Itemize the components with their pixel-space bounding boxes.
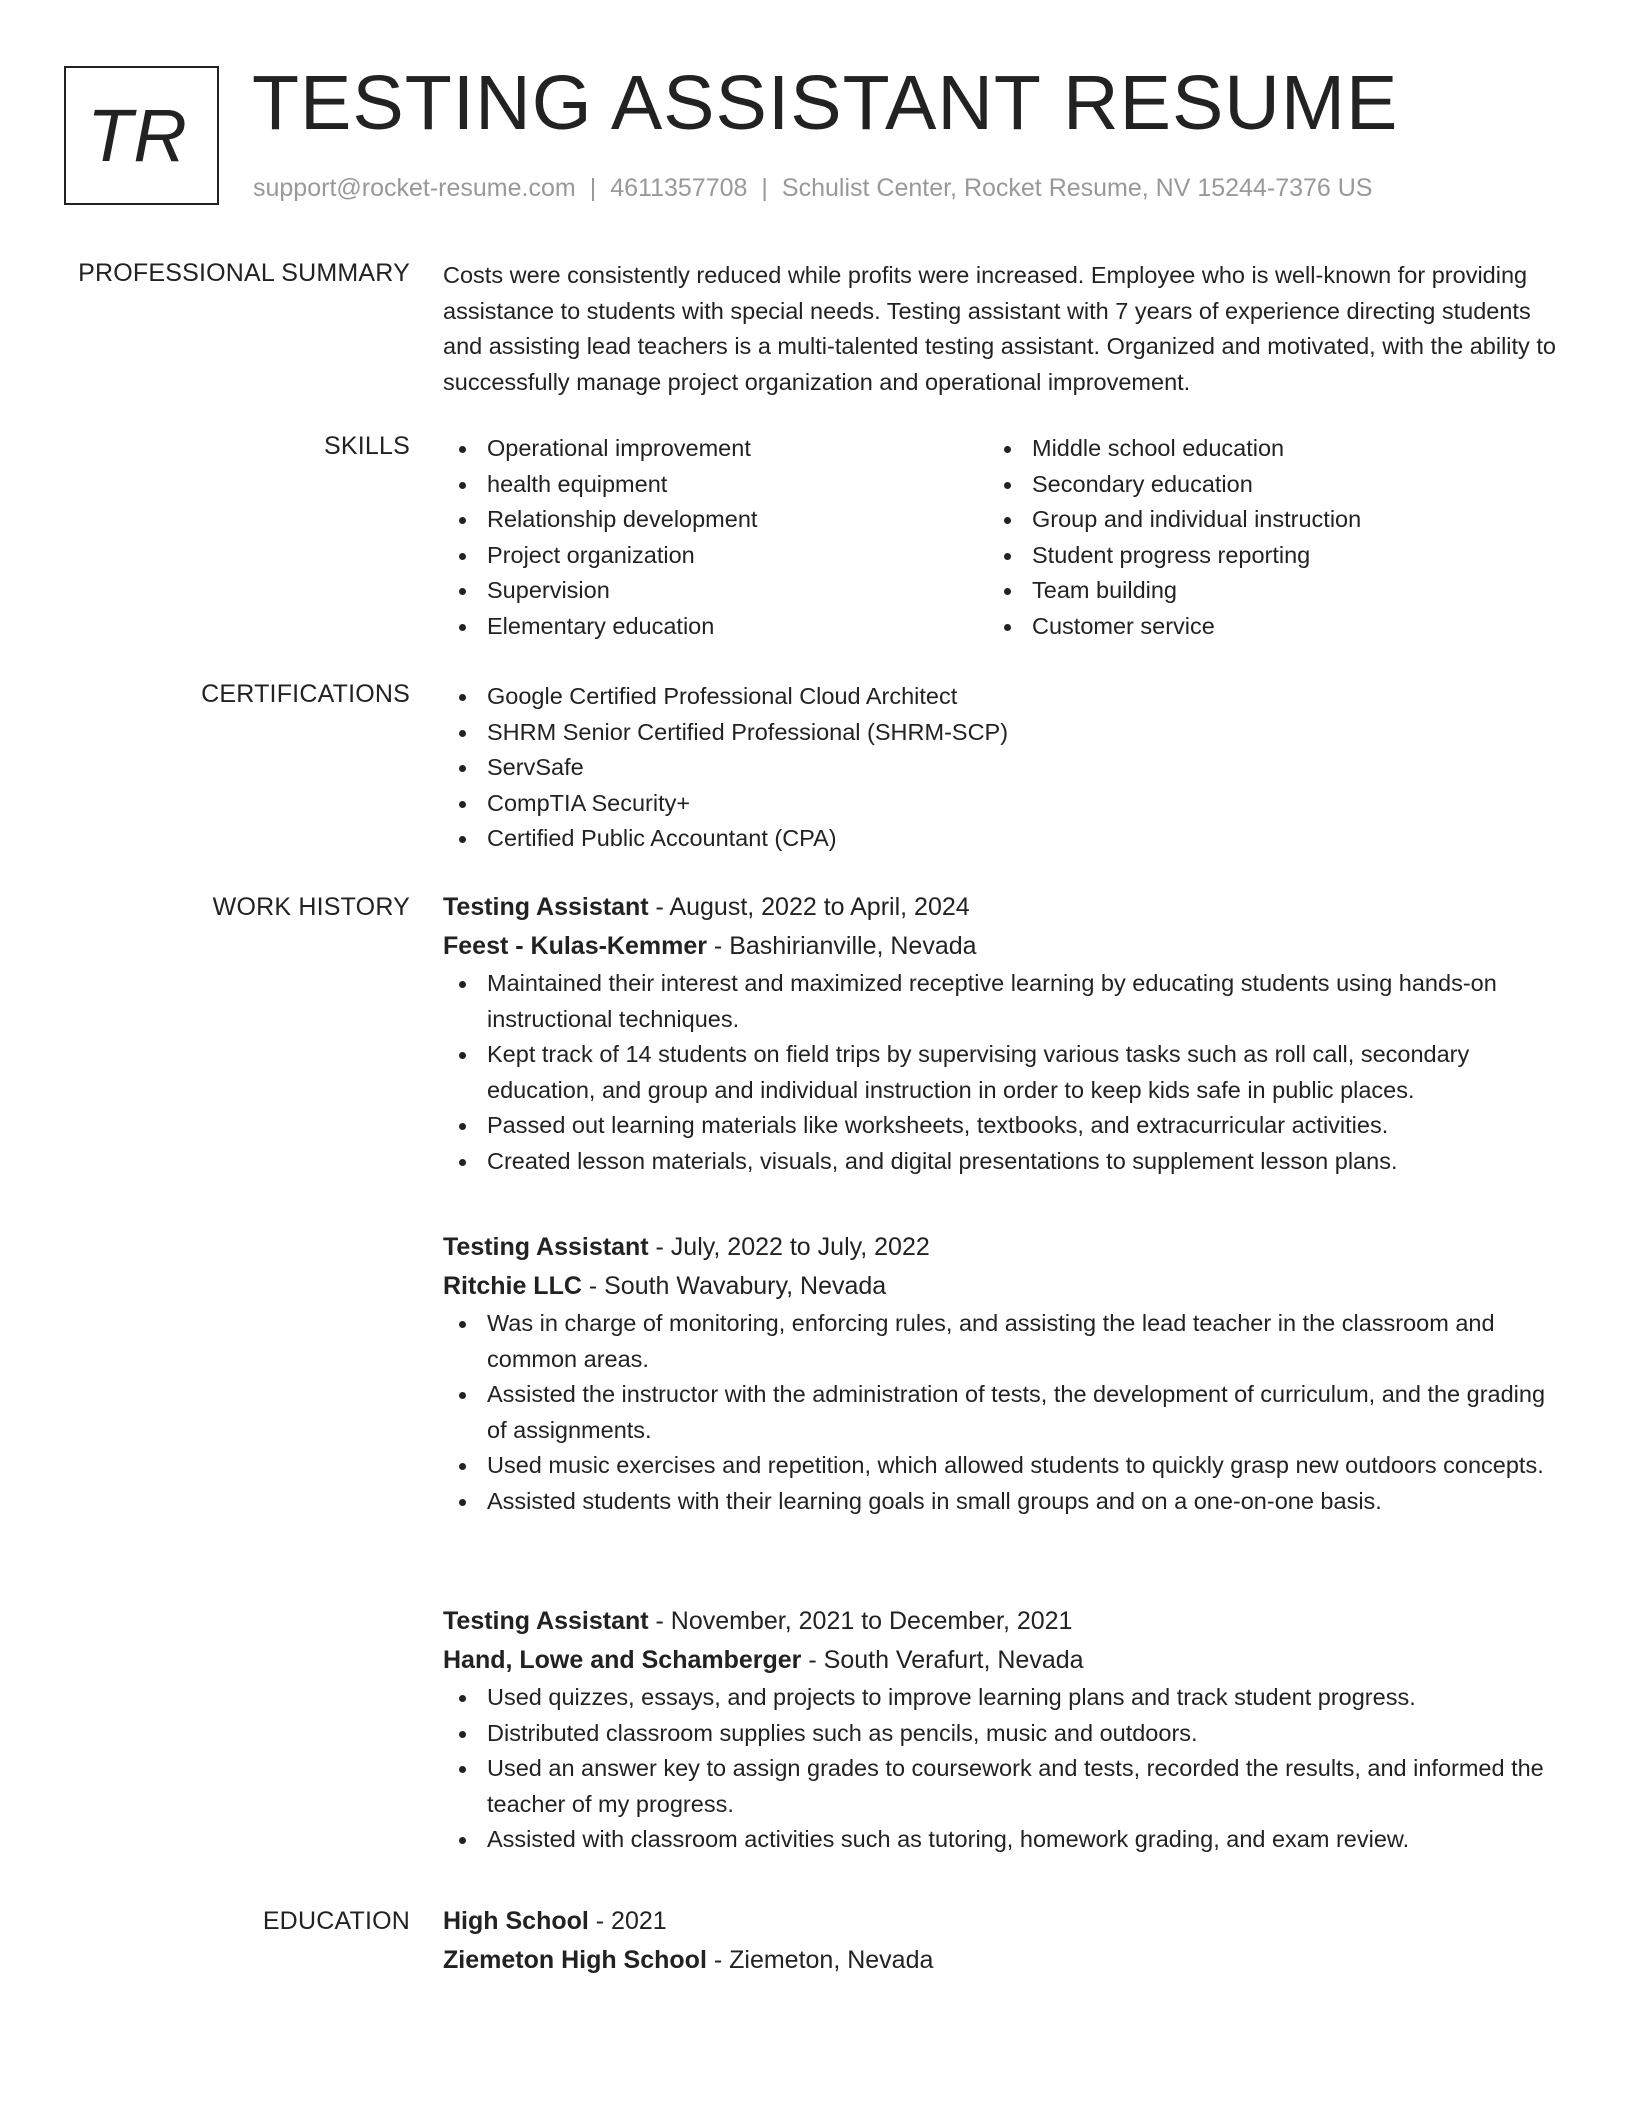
certification-item: ServSafe [443, 750, 1558, 786]
job-company-line [443, 927, 1558, 966]
skill-item: Team building [988, 573, 1533, 609]
job-title-line [443, 1602, 1558, 1641]
skill-item: health equipment [443, 467, 988, 503]
education-school: Ziemeton High School [443, 1946, 707, 1974]
job-bullets [443, 966, 1558, 1179]
skills-list-left [443, 431, 988, 644]
job-bullet: Used music exercises and repetition, which allowed students to quickly grasp new outdoors concepts. [443, 1448, 1558, 1484]
job-dates: - November, 2021 to December, 2021 [648, 1607, 1073, 1635]
job-title: Testing Assistant [443, 893, 649, 921]
job-entry [443, 1602, 1558, 1858]
skill-item: Group and individual instruction [988, 502, 1533, 538]
job-bullet: Used quizzes, essays, and projects to improve learning plans and track student progress. [443, 1680, 1558, 1716]
skill-item: Supervision [443, 573, 988, 609]
job-company-line [443, 1267, 1558, 1306]
skill-item: Middle school education [988, 431, 1533, 467]
job-location: - South Verafurt, Nevada [801, 1646, 1084, 1674]
education-body [443, 1902, 1558, 1980]
contact-line [253, 173, 1372, 203]
contact-email[interactable]: support@rocket-resume.com [253, 174, 576, 202]
skill-item: Student progress reporting [988, 538, 1533, 574]
monogram-badge [64, 66, 219, 205]
work-history-heading: WORK HISTORY [212, 893, 410, 921]
education-location: - Ziemeton, Nevada [706, 1946, 934, 1974]
education-heading: EDUCATION [262, 1907, 410, 1935]
job-bullet: Assisted students with their learning goals in small groups and on a one-on-one basis. [443, 1484, 1558, 1520]
job-bullet: Distributed classroom supplies such as pencils, music and outdoors. [443, 1716, 1558, 1752]
job-location: - Bashirianville, Nevada [706, 932, 977, 960]
education-school-line [443, 1941, 1558, 1980]
skill-item: Elementary education [443, 609, 988, 645]
job-entry [443, 1228, 1558, 1519]
skill-item: Secondary education [988, 467, 1533, 503]
job-company: Ritchie LLC [443, 1272, 582, 1300]
skill-item: Project organization [443, 538, 988, 574]
skill-item: Customer service [988, 609, 1533, 645]
job-company: Feest - Kulas-Kemmer [443, 932, 707, 960]
job-title-line [443, 1228, 1558, 1267]
certification-item: SHRM Senior Certified Professional (SHRM-SCP) [443, 715, 1558, 751]
job-company: Hand, Lowe and Schamberger [443, 1646, 802, 1674]
skills-list-right [988, 431, 1533, 644]
certification-item: Certified Public Accountant (CPA) [443, 821, 1558, 857]
skills-body [443, 431, 1558, 644]
job-bullet: Created lesson materials, visuals, and digital presentations to supplement lesson plans. [443, 1144, 1558, 1180]
education-degree: High School [443, 1907, 589, 1935]
summary-heading: PROFESSIONAL SUMMARY [78, 259, 410, 287]
contact-phone[interactable]: 4611357708 [610, 174, 748, 202]
job-dates: - July, 2022 to July, 2022 [648, 1233, 930, 1261]
job-bullet: Passed out learning materials like worksheets, textbooks, and extracurricular activities. [443, 1108, 1558, 1144]
job-bullet: Was in charge of monitoring, enforcing rules, and assisting the lead teacher in the classroom and common areas. [443, 1306, 1558, 1377]
skill-item: Operational improvement [443, 431, 988, 467]
contact-separator: | [589, 174, 597, 202]
job-bullets [443, 1680, 1558, 1858]
skills-heading: SKILLS [324, 432, 410, 460]
job-bullet: Assisted with classroom activities such as tutoring, homework grading, and exam review. [443, 1822, 1558, 1858]
job-bullet: Kept track of 14 students on field trips by supervising various tasks such as roll call, secondary education, and group and individual instruction in order to keep kids safe in public places. [443, 1037, 1558, 1108]
certifications-list [443, 679, 1558, 857]
certifications-heading: CERTIFICATIONS [201, 680, 410, 708]
job-entry [443, 888, 1558, 1179]
job-location: - South Wavabury, Nevada [581, 1272, 887, 1300]
certification-item: Google Certified Professional Cloud Architect [443, 679, 1558, 715]
certification-item: CompTIA Security+ [443, 786, 1558, 822]
job-bullet: Maintained their interest and maximized receptive learning by educating students using hands-on instructional techniques. [443, 966, 1558, 1037]
education-year: - 2021 [588, 1907, 667, 1935]
resume-title: TESTING ASSISTANT RESUME [252, 60, 1399, 146]
job-title-line [443, 888, 1558, 927]
job-title: Testing Assistant [443, 1233, 649, 1261]
summary-body [443, 258, 1558, 400]
contact-address: Schulist Center, Rocket Resume, NV 15244-7376 US [781, 174, 1373, 202]
monogram-initials: TR [87, 94, 188, 177]
contact-separator: | [761, 174, 768, 202]
job-dates: - August, 2022 to April, 2024 [648, 893, 970, 921]
skill-item: Relationship development [443, 502, 988, 538]
summary-text: Costs were consistently reduced while profits were increased. Employee who is well-known for providing assistance to students with special needs. Testing assistant with 7 years of experience directing students and assisting lead teachers is a multi-talented testing assistant. Organized and motivated, with the ability to successfully manage project organization and operational improvement. [443, 262, 1556, 395]
education-degree-line [443, 1902, 1558, 1941]
job-title: Testing Assistant [443, 1607, 649, 1635]
job-bullets [443, 1306, 1558, 1519]
job-bullet: Used an answer key to assign grades to coursework and tests, recorded the results, and informed the teacher of my progress. [443, 1751, 1558, 1822]
job-bullet: Assisted the instructor with the administration of tests, the development of curriculum, and the grading of assignments. [443, 1377, 1558, 1448]
certifications-body [443, 679, 1558, 857]
job-company-line [443, 1641, 1558, 1680]
